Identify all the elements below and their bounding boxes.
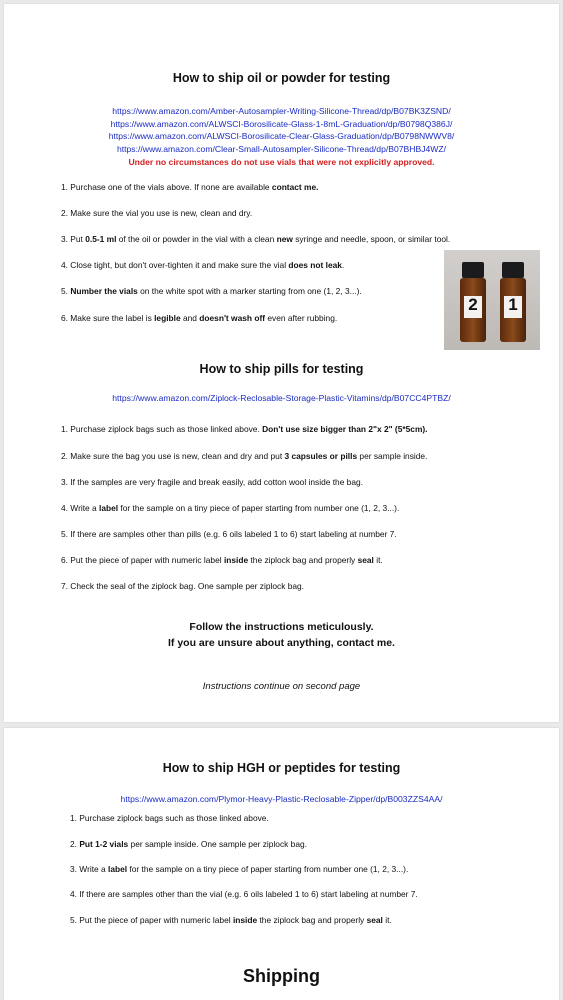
step-text: 5. Put the piece of paper with numeric label [70, 915, 233, 925]
document-page-1 [4, 4, 559, 722]
oil-step [61, 208, 252, 218]
document-page-2 [4, 728, 559, 1000]
step-text: it. [373, 555, 383, 565]
step-text: it. [382, 915, 392, 925]
oil-section-title: How to ship oil or powder for testing [172, 71, 391, 85]
oil-step [61, 260, 344, 270]
oil-step [61, 286, 362, 296]
step-text: 2. [70, 839, 80, 849]
vial-label-2: 2 [468, 295, 478, 314]
emphasis-text: Put 1-2 vials [79, 839, 129, 849]
vial-warning: Under no circumstances do not use vials that were not explicitly approved. [128, 157, 435, 167]
contact-note: If you are unsure about anything, contact me. [168, 637, 395, 649]
hgh-step [70, 889, 418, 899]
oil-step [61, 313, 337, 323]
oil-step [61, 182, 318, 192]
emphasis-text: inside [232, 915, 258, 925]
pills-link[interactable]: https://www.amazon.com/Ziplock-Reclosable-Storage-Plastic-Vitamins/dp/B07CC4PTBZ/ [112, 393, 451, 403]
step-text: . [341, 260, 345, 270]
vials-photo [444, 250, 540, 350]
amber-vials-image [444, 250, 540, 350]
pills-step [61, 581, 304, 591]
step-text: 5. If there are samples other than pills (e.g. 6 oils labeled 1 to 6) start labeling at number 7. [61, 529, 397, 539]
step-text: 3. If the samples are very fragile and break easily, add cotton wool inside the bag. [61, 477, 363, 487]
hgh-link[interactable]: https://www.amazon.com/Plymor-Heavy-Plastic-Reclosable-Zipper/dp/B003ZZS4AA/ [120, 794, 443, 804]
step-text: even after rubbing. [265, 313, 338, 323]
step-text: per sample inside. One sample per ziplock bag. [128, 839, 307, 849]
hgh-step [70, 839, 307, 849]
vial-link-3[interactable]: https://www.amazon.com/ALWSCI-Borosilicate-Clear-Glass-Graduation/dp/B0798NWWV8/ [108, 131, 455, 141]
emphasis-text: contact me. [271, 182, 319, 192]
hgh-section-title: How to ship HGH or peptides for testing [162, 761, 401, 775]
emphasis-text: label [99, 503, 119, 513]
pills-step [61, 424, 428, 434]
emphasis-text: legible [154, 313, 181, 323]
hgh-step [70, 864, 408, 874]
hgh-step [70, 813, 269, 823]
step-text: on the white spot with a marker starting from one (1, 2, 3...). [137, 286, 362, 296]
step-text: 4. Write a [61, 503, 100, 513]
follow-instructions-note: Follow the instructions meticulously. [189, 621, 374, 633]
step-text: 1. Purchase ziplock bags such as those linked above. [70, 813, 269, 823]
hgh-step [70, 915, 392, 925]
pills-step [61, 529, 397, 539]
step-text: 6. Put the piece of paper with numeric label [61, 555, 224, 565]
pills-step [61, 451, 427, 461]
pills-section-title: How to ship pills for testing [199, 362, 364, 376]
oil-step [61, 234, 450, 244]
emphasis-text: 0.5-1 ml [85, 234, 117, 244]
vial-link-4[interactable]: https://www.amazon.com/Clear-Small-Autosampler-Silicone-Thread/dp/B07BHBJ4WZ/ [116, 143, 447, 154]
emphasis-text: seal [366, 915, 383, 925]
step-text: per sample inside. [357, 451, 428, 461]
step-text: 3. Write a [70, 864, 109, 874]
emphasis-text: seal [357, 555, 374, 565]
emphasis-text: 3 capsules or pills [284, 451, 358, 461]
emphasis-text: inside [223, 555, 249, 565]
vial-label-1: 1 [508, 295, 518, 314]
emphasis-text: does not leak [288, 260, 342, 270]
step-text: 5. [61, 286, 71, 296]
emphasis-text: new [276, 234, 293, 244]
shipping-title: Shipping [243, 966, 320, 986]
step-text: 1. Purchase one of the vials above. If none are available [61, 182, 272, 192]
step-text: 6. Make sure the label is [61, 313, 155, 323]
step-text: for the sample on a tiny piece of paper starting from number one (1, 2, 3...). [127, 864, 409, 874]
vial-link-2[interactable]: https://www.amazon.com/ALWSCI-Borosilicate-Glass-1-8mL-Graduation/dp/B0798Q386J/ [110, 118, 453, 129]
vial-link-1[interactable]: https://www.amazon.com/Amber-Autosampler-Writing-Silicone-Thread/dp/B07BK3ZSND/ [112, 106, 451, 116]
step-text: syringe and needle, spoon, or similar tool. [292, 234, 451, 244]
step-text: of the oil or powder in the vial with a clean [116, 234, 277, 244]
continue-note: Instructions continue on second page [202, 681, 361, 692]
step-text: 1. Purchase ziplock bags such as those linked above. [61, 424, 263, 434]
step-text: 2. Make sure the bag you use is new, clean and dry and put [61, 451, 285, 461]
pills-step [61, 555, 383, 565]
pills-step [61, 503, 399, 513]
step-text: for the sample on a tiny piece of paper starting from number one (1, 2, 3...). [118, 503, 400, 513]
emphasis-text: Number the vials [70, 286, 138, 296]
step-text: 3. Put [61, 234, 86, 244]
step-text: the ziplock bag and properly [257, 915, 367, 925]
step-text: 4. If there are samples other than the vial (e.g. 6 oils labeled 1 to 6) start labeling at number 7. [70, 889, 418, 899]
step-text: and [180, 313, 200, 323]
step-text: 7. Check the seal of the ziplock bag. One sample per ziplock bag. [61, 581, 305, 591]
step-text: 4. Close tight, but don't over-tighten it and make sure the vial [61, 260, 289, 270]
step-text: the ziplock bag and properly [248, 555, 358, 565]
emphasis-text: Don't use size bigger than 2"x 2" (5*5cm). [262, 424, 428, 434]
emphasis-text: label [108, 864, 128, 874]
step-text: 2. Make sure the vial you use is new, clean and dry. [61, 208, 253, 218]
pills-step [61, 477, 363, 487]
emphasis-text: doesn't wash off [199, 313, 266, 323]
